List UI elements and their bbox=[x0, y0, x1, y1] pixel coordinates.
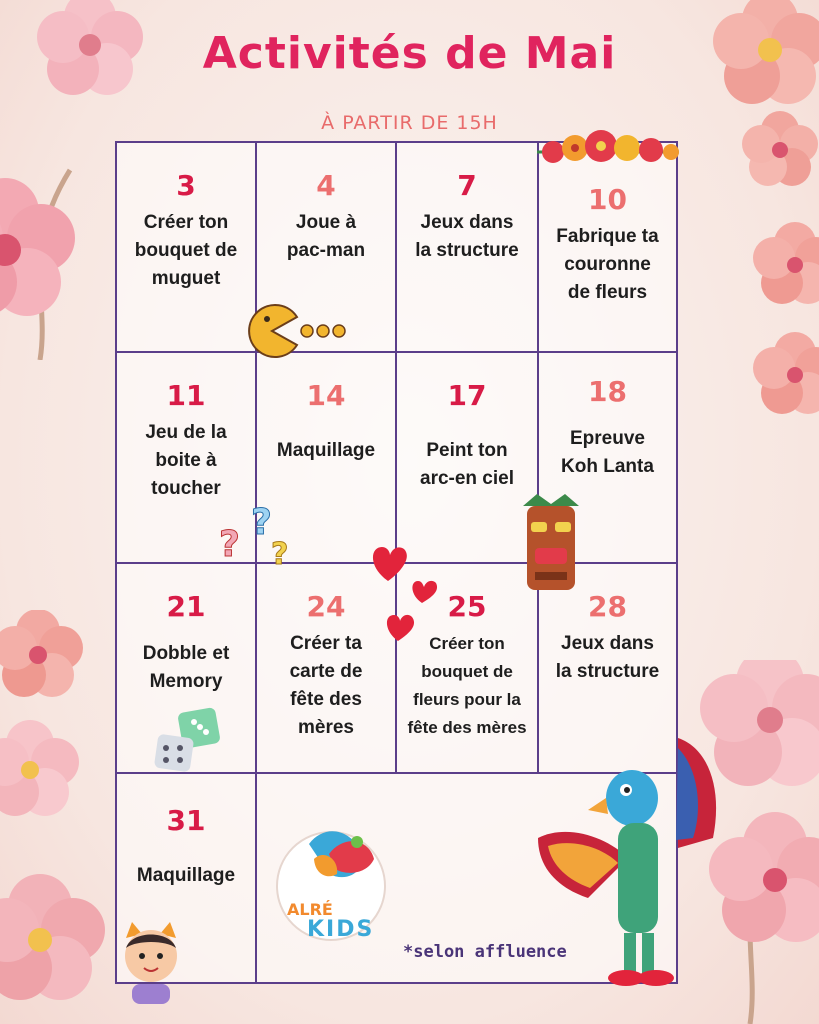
footnote: *selon affluence bbox=[403, 942, 567, 962]
day-number: 3 bbox=[176, 169, 196, 202]
activity-label: Maquillage bbox=[136, 865, 236, 886]
activity-label: Joue à pac-man bbox=[286, 212, 366, 261]
question-marks-icon bbox=[215, 498, 301, 568]
pacman-icon bbox=[245, 303, 350, 359]
activity-label: Peint ton arc-en ciel bbox=[420, 440, 514, 489]
activity-label: Créer ta carte de fête des mères bbox=[289, 633, 363, 738]
day-number: 24 bbox=[306, 590, 346, 623]
day-number: 28 bbox=[588, 590, 627, 623]
cherry-blossom-icon bbox=[745, 220, 819, 420]
activity-label: Jeux dans la structure bbox=[415, 212, 519, 261]
tiki-mask-icon bbox=[517, 492, 585, 594]
day-number: 31 bbox=[166, 804, 206, 837]
flower-garland-icon bbox=[535, 122, 681, 176]
logo-text-kids: KIDS bbox=[307, 917, 375, 942]
day-number: 17 bbox=[447, 379, 487, 412]
activity-label: Créer ton bouquet de fleurs pour la fête des mères bbox=[407, 634, 527, 737]
calendar-cell bbox=[397, 143, 539, 353]
svg-text:?: ? bbox=[219, 524, 240, 565]
logo-text-alre: ALRÉ bbox=[287, 900, 333, 919]
cherry-blossom-icon bbox=[0, 610, 110, 1024]
day-number: 25 bbox=[447, 590, 487, 623]
page-subtitle: À PARTIR DE 15H bbox=[321, 112, 498, 134]
tiger-kid-icon bbox=[118, 918, 184, 1004]
activity-label: Fabrique ta couronne de fleurs bbox=[556, 226, 659, 303]
day-number: 21 bbox=[166, 590, 206, 623]
day-number: 7 bbox=[457, 169, 477, 202]
page-title: Activités de Mai bbox=[202, 28, 617, 79]
svg-text:?: ? bbox=[271, 537, 289, 568]
svg-text:?: ? bbox=[251, 502, 272, 543]
day-number: 4 bbox=[316, 169, 336, 202]
calendar-cell bbox=[117, 143, 257, 353]
activity-label: Epreuve Koh Lanta bbox=[561, 428, 654, 477]
day-number: 14 bbox=[306, 379, 346, 412]
activity-label: Maquillage bbox=[276, 440, 376, 461]
day-number: 10 bbox=[588, 183, 627, 216]
activity-label: Créer ton bouquet de muguet bbox=[134, 212, 238, 289]
activity-label: Dobble et Memory bbox=[142, 643, 230, 692]
hearts-icon bbox=[362, 541, 444, 645]
activity-label: Jeux dans la structure bbox=[555, 633, 660, 682]
activity-label: Jeu de la boite à toucher bbox=[145, 422, 227, 499]
parrot-mascot-icon bbox=[528, 728, 723, 990]
day-number: 11 bbox=[166, 379, 206, 412]
dice-icon bbox=[150, 706, 226, 776]
day-number: 18 bbox=[588, 375, 627, 408]
